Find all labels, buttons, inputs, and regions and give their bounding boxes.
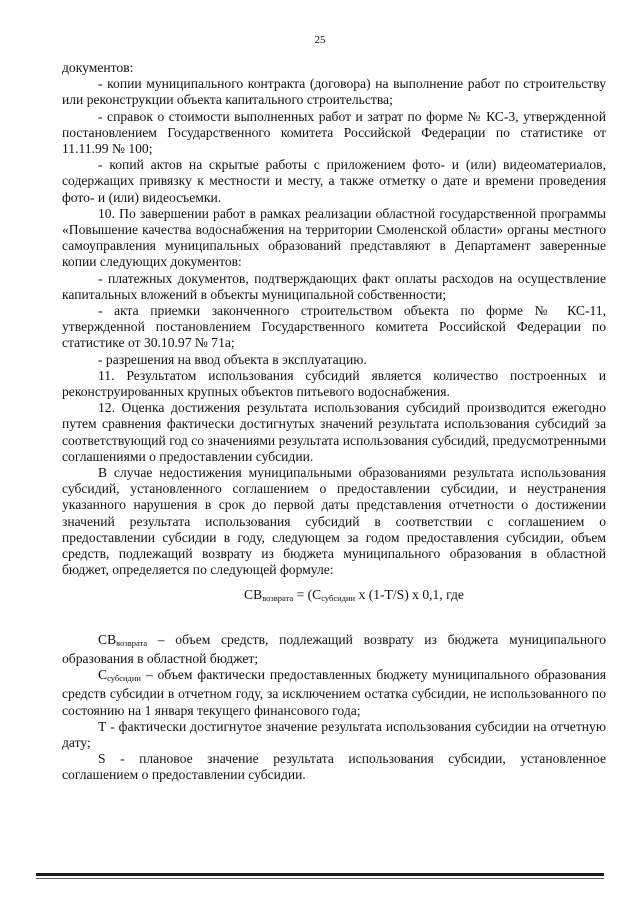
paragraph-4: 10. По завершении работ в рамках реализации областной государственной программы «Повышение качества водоснабжения на территории Смоленской области» органы местного самоуправления муниципальных образований представляют в Департамент заверенные копии следующих документов: xyxy=(62,205,606,270)
definition-sub: субсидии xyxy=(107,673,141,684)
definition-text: - плановое значение результата использования субсидии, установленное соглашением о предоставлении субсидии. xyxy=(62,751,606,783)
definition-text: – объем средств, подлежащий возврату из бюджета муниципального образования в областной бюджет; xyxy=(62,631,606,666)
definition-s xyxy=(62,751,606,783)
definition-symbol: Т xyxy=(98,718,107,734)
paragraph-2: - справок о стоимости выполненных работ и затрат по форме № КС-3, утвержденной постановлением Государственного комитета Российской Федерации по статистике от 11.11.99 № 100; xyxy=(62,108,606,157)
definition-symbol: С xyxy=(98,667,108,683)
paragraph-3: - копий актов на скрытые работы с приложением фото- и (или) видеоматериалов, содержащих привязку к местности и месту, а также отметку о дате и времени проведения фото- и (или) видеосъемки. xyxy=(62,157,606,205)
definition-text: - фактически достигнутое значение результата использования субсидии на отчетную дату; xyxy=(62,718,606,750)
bottom-rule-thin xyxy=(36,878,604,879)
bottom-rule xyxy=(36,873,604,876)
paragraph-8: 11. Результатом использования субсидий является количество построенных и реконструированных крупных объектов питьевого водоснабжения. xyxy=(62,367,606,400)
formula-lhs-sub: возврата xyxy=(262,592,294,603)
formula-eq: = (С xyxy=(293,586,322,602)
definition-symbol: S xyxy=(98,751,106,767)
definition-sub: возврата xyxy=(116,637,148,648)
formula-c-sub: субсидии xyxy=(321,592,356,603)
return-formula xyxy=(62,587,606,606)
definition-text: – объем фактически предоставленных бюджету муниципального образования средств субсидии в отчетном году, за исключением остатка субсидии, не использованного по состоянию на 1 января текущего финансового года; xyxy=(62,667,606,718)
paragraph-7: - разрешения на ввод объекта в эксплуатацию. xyxy=(98,351,367,367)
definition-c xyxy=(62,667,606,719)
formula-rest: x (1-T/S) x 0,1, где xyxy=(355,586,464,602)
paragraph-9: 12. Оценка достижения результата использования субсидий производится ежегодно путем сравнения фактически достигнутых значений результата использования субсидий за соответствующий год со значениями результата использования субсидий, предусмотренными соглашениями о предоставлении субсидии. xyxy=(62,400,606,464)
definition-symbol: СВ xyxy=(98,631,117,647)
paragraph-6: - акта приемки законченного строительством объекта по форме № КС-11, утвержденной постановлением Государственного комитета Российской Федерации по статистике от 30.10.97 № 71а; xyxy=(62,303,606,351)
paragraph-5: - платежных документов, подтверждающих факт оплаты расходов на осуществление капитальных вложений в объекты муниципальной собственности; xyxy=(62,270,606,302)
paragraph-10: В случае недостижения муниципальными образованиями результата использования субсидий, установленного соглашением о предоставлении субсидии, и неустранения указанного нарушения в срок до первой даты представления отчетности о достижении значений результата использования субсидий в соответствии с соглашением о предоставлении субсидии в году, следующем за годом предоставления субсидии, объем средств, подлежащий возврату из бюджета муниципального образования в областной бюджет, определяется по следующей формуле: xyxy=(62,465,606,578)
paragraph-1: - копии муниципального контракта (договора) на выполнение работ по строительству или реконструкции объекта капитального строительства; xyxy=(62,76,606,108)
document-body xyxy=(62,60,606,784)
definition-cv xyxy=(62,632,606,667)
definition-t xyxy=(62,719,606,751)
paragraph-0: документов: xyxy=(62,60,134,75)
page-number: 25 xyxy=(314,34,326,46)
formula-lhs: СВ xyxy=(244,586,263,602)
